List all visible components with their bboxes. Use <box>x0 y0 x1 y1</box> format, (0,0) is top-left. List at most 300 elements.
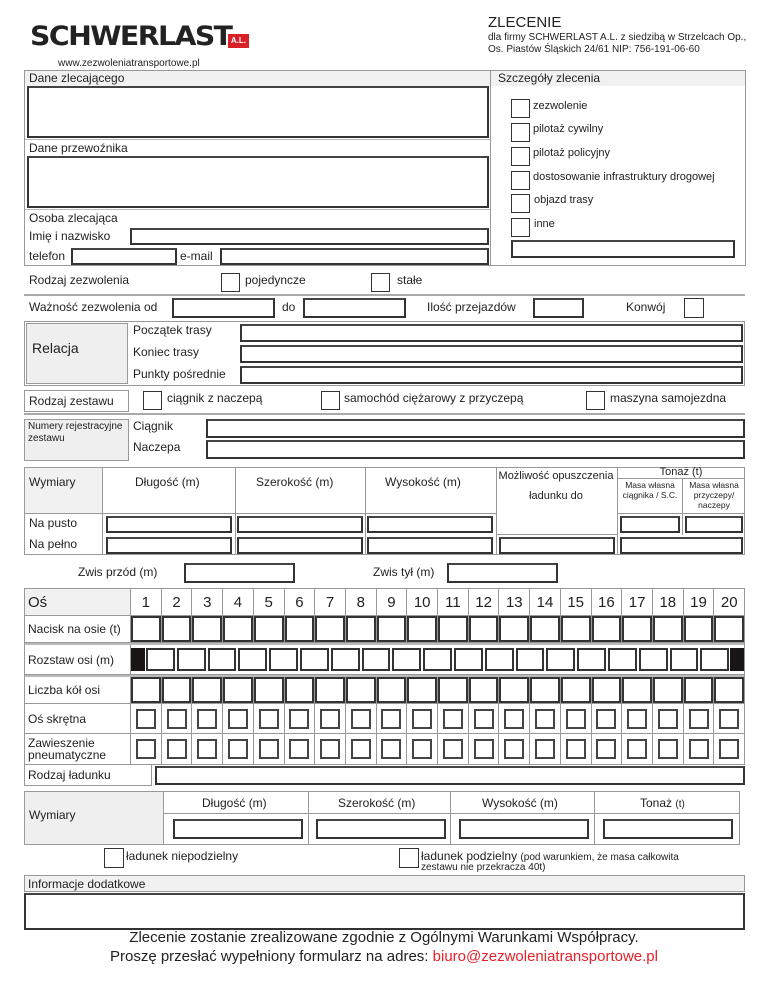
axle-wheels-cell <box>530 677 561 703</box>
axle-spacing-input[interactable] <box>639 648 668 671</box>
carrier-data-label: Dane przewoźnika <box>29 141 128 155</box>
divider <box>25 139 490 140</box>
axle-wheels-cell <box>407 677 438 703</box>
axle-wheels-cell <box>714 677 744 703</box>
convoy-checkbox[interactable] <box>684 298 704 318</box>
full-height-input[interactable] <box>367 537 493 554</box>
full-width-input[interactable] <box>237 537 363 554</box>
axle-wheels-input[interactable] <box>315 677 345 703</box>
steering-axle-cell <box>192 704 223 733</box>
axle-number: 13 <box>499 589 530 615</box>
zezwolenie-checkbox[interactable] <box>511 99 530 118</box>
website-url: www.zezwoleniatransportowe.pl <box>58 58 200 69</box>
registration-label: Numery rejestracyjne zestawu <box>28 421 123 444</box>
axle-spacing-input[interactable] <box>423 648 452 671</box>
cargo-height-input[interactable] <box>459 819 589 839</box>
steering-axle-cell <box>438 704 469 733</box>
steering-axle-cell <box>499 704 530 733</box>
axle-load-input[interactable] <box>622 616 652 642</box>
axle-load-input[interactable] <box>192 616 222 642</box>
air-suspension-cell <box>714 734 744 764</box>
indivisible-cargo-label: ładunek niepodzielny <box>126 849 239 863</box>
cargo-width-input[interactable] <box>316 819 446 839</box>
axle-wheels-cell <box>653 677 684 703</box>
axle-spacing-cell <box>361 648 392 671</box>
axle-spacing-input[interactable] <box>608 648 637 671</box>
air-suspension-checkbox[interactable] <box>719 739 739 759</box>
tractor-trailer-label: ciągnik z naczepą <box>167 391 263 405</box>
air-suspension-checkbox[interactable] <box>197 739 217 759</box>
air-suspension-cell <box>377 734 408 764</box>
axle-wheels-input[interactable] <box>131 677 161 703</box>
air-suspension-checkbox[interactable] <box>504 739 524 759</box>
infrastructure-checkbox[interactable] <box>511 171 530 190</box>
axle-number: 16 <box>592 589 623 615</box>
axle-spacing-input[interactable] <box>300 648 329 671</box>
steering-axle-cell <box>684 704 715 733</box>
empty-label: Na pusto <box>29 516 78 530</box>
email-label: e-mail <box>180 249 213 263</box>
air-suspension-label: Zawieszenie pneumatyczne <box>25 734 131 764</box>
client-data-label: Dane zlecającego <box>29 71 125 85</box>
axle-wheels-input[interactable] <box>285 677 315 703</box>
validity-to-label: do <box>282 300 296 314</box>
phone-input[interactable] <box>71 248 177 265</box>
logo-wordmark: SCHWERLAST <box>30 21 232 52</box>
steering-axle-cell <box>592 704 623 733</box>
air-suspension-checkbox[interactable] <box>320 739 340 759</box>
axle-load-cell <box>684 616 715 642</box>
additional-info-field[interactable] <box>24 893 745 930</box>
air-suspension-checkbox[interactable] <box>351 739 371 759</box>
axle-spacing-cell <box>545 648 576 671</box>
steering-axle-checkbox[interactable] <box>197 709 217 729</box>
tractor-trailer-checkbox[interactable] <box>143 391 162 410</box>
axle-spacing-input[interactable] <box>146 648 175 671</box>
lowering-input[interactable] <box>499 537 615 554</box>
axle-load-input[interactable] <box>530 616 560 642</box>
client-data-field[interactable] <box>27 86 489 138</box>
empty-tractor-mass-input[interactable] <box>620 516 680 533</box>
axle-load-input[interactable] <box>592 616 622 642</box>
axle-load-input[interactable] <box>377 616 407 642</box>
axle-spacing-row <box>25 643 744 675</box>
steering-axle-checkbox[interactable] <box>627 709 647 729</box>
rear-overhang-input[interactable] <box>447 563 558 583</box>
footer-submit-line <box>0 948 768 965</box>
air-suspension-checkbox[interactable] <box>259 739 279 759</box>
axle-number: 11 <box>438 589 469 615</box>
axle-wheels-input[interactable] <box>592 677 622 703</box>
axle-wheels-cell <box>346 677 377 703</box>
rear-overhang-label: Zwis tył (m) <box>373 565 435 579</box>
axle-wheels-input[interactable] <box>653 677 683 703</box>
front-overhang-input[interactable] <box>184 563 295 583</box>
axle-wheels-input[interactable] <box>530 677 560 703</box>
axle-spacing-label: Rozstaw osi (m) <box>25 645 131 674</box>
steering-axle-checkbox[interactable] <box>412 709 432 729</box>
axle-number: 14 <box>530 589 561 615</box>
axle-wheels-cell <box>223 677 254 703</box>
axle-spacing-cell <box>145 648 176 671</box>
air-suspension-checkbox[interactable] <box>596 739 616 759</box>
steering-axle-label: Oś skrętna <box>25 704 131 733</box>
air-suspension-cell <box>653 734 684 764</box>
air-suspension-cell <box>561 734 592 764</box>
self-propelled-checkbox[interactable] <box>586 391 605 410</box>
divisible-cargo-note2: zestawu nie przekracza 40t) <box>421 862 546 873</box>
axle-load-cell <box>285 616 316 642</box>
permit-type-label: Rodzaj zezwolenia <box>29 273 130 287</box>
carrier-data-field[interactable] <box>27 156 489 208</box>
axle-spacing-cell <box>391 648 422 671</box>
dimensions-title: Wymiary <box>29 475 76 489</box>
axle-number-row <box>25 589 744 616</box>
steering-axle-cell <box>653 704 684 733</box>
email-input[interactable] <box>220 248 489 265</box>
trips-label: Ilość przejazdów <box>427 300 516 314</box>
axle-number: 6 <box>285 589 316 615</box>
steering-axle-checkbox[interactable] <box>259 709 279 729</box>
tractor-mass-header: Masa własna ciągnika / S.C. <box>622 480 678 500</box>
divider <box>163 791 164 845</box>
divider <box>25 209 490 210</box>
axle-wheels-input[interactable] <box>561 677 591 703</box>
air-suspension-cell <box>684 734 715 764</box>
steering-axle-checkbox[interactable] <box>535 709 555 729</box>
steering-axle-checkbox[interactable] <box>719 709 739 729</box>
axle-spacing-cell <box>207 648 238 671</box>
cargo-tonnage-input[interactable] <box>603 819 733 839</box>
validity-from-input[interactable] <box>172 298 275 318</box>
air-suspension-cell <box>622 734 653 764</box>
air-suspension-checkbox[interactable] <box>289 739 309 759</box>
trips-input[interactable] <box>533 298 584 318</box>
axle-spacing-cell <box>422 648 453 671</box>
steering-axle-cell <box>377 704 408 733</box>
axle-spacing-input[interactable] <box>546 648 575 671</box>
width-header: Szerokość (m) <box>256 475 334 489</box>
axle-load-input[interactable] <box>407 616 437 642</box>
air-suspension-checkbox[interactable] <box>658 739 678 759</box>
axle-number: 18 <box>653 589 684 615</box>
empty-length-input[interactable] <box>106 516 232 533</box>
permanent-permit-label: stałe <box>397 273 423 287</box>
axle-spacing-cell <box>669 648 700 671</box>
axle-load-input[interactable] <box>653 616 683 642</box>
air-suspension-cell <box>469 734 500 764</box>
police-escort-label: pilotaż policyjny <box>533 147 611 159</box>
steering-axle-cell <box>530 704 561 733</box>
axle-spacing-input[interactable] <box>700 648 729 671</box>
axle-load-input[interactable] <box>223 616 253 642</box>
steering-axle-checkbox[interactable] <box>443 709 463 729</box>
divider <box>594 791 595 845</box>
steering-axle-checkbox[interactable] <box>228 709 248 729</box>
axle-wheels-input[interactable] <box>499 677 529 703</box>
axle-wheels-input[interactable] <box>684 677 714 703</box>
steering-axle-row <box>25 704 744 734</box>
steering-axle-cell <box>223 704 254 733</box>
steering-axle-cell <box>254 704 285 733</box>
axle-wheels-input[interactable] <box>254 677 284 703</box>
empty-height-input[interactable] <box>367 516 493 533</box>
route-survey-checkbox[interactable] <box>511 194 530 213</box>
air-suspension-checkbox[interactable] <box>627 739 647 759</box>
route-waypoints-input[interactable] <box>240 366 743 384</box>
axle-load-cell <box>192 616 223 642</box>
trailer-reg-input[interactable] <box>206 440 745 459</box>
steering-axle-checkbox[interactable] <box>351 709 371 729</box>
other-input[interactable] <box>511 240 735 258</box>
axle-wheels-input[interactable] <box>162 677 192 703</box>
air-suspension-checkbox[interactable] <box>381 739 401 759</box>
axle-spacing-input[interactable] <box>331 648 360 671</box>
axle-spacing-input[interactable] <box>516 648 545 671</box>
divisible-cargo-text: ładunek podzielny <box>421 849 518 863</box>
air-suspension-checkbox[interactable] <box>412 739 432 759</box>
steering-axle-cell <box>469 704 500 733</box>
axle-spacing-cell <box>453 648 484 671</box>
divider <box>102 467 103 555</box>
route-end-input[interactable] <box>240 345 743 363</box>
indivisible-cargo-checkbox[interactable] <box>104 848 124 868</box>
axle-spacing-cell <box>176 648 207 671</box>
axle-wheels-cell <box>499 677 530 703</box>
axle-number: 10 <box>407 589 438 615</box>
single-permit-label: pojedyncze <box>245 273 306 287</box>
axle-spacing-cell <box>699 648 730 671</box>
full-tonnage-input[interactable] <box>620 537 743 554</box>
divisible-cargo-checkbox[interactable] <box>399 848 419 868</box>
axle-wheels-input[interactable] <box>469 677 499 703</box>
civil-escort-checkbox[interactable] <box>511 123 530 142</box>
truck-trailer-checkbox[interactable] <box>321 391 340 410</box>
air-suspension-checkbox[interactable] <box>443 739 463 759</box>
steering-axle-cell <box>407 704 438 733</box>
steering-axle-checkbox[interactable] <box>381 709 401 729</box>
steering-axle-checkbox[interactable] <box>289 709 309 729</box>
axle-wheels-cell <box>254 677 285 703</box>
spacing-end-cap <box>730 648 744 671</box>
air-suspension-cell <box>131 734 162 764</box>
police-escort-checkbox[interactable] <box>511 147 530 166</box>
empty-trailer-mass-input[interactable] <box>685 516 743 533</box>
front-overhang-label: Zwis przód (m) <box>78 565 158 579</box>
truck-trailer-label: samochód ciężarowy z przyczepą <box>344 391 524 405</box>
axle-spacing-input[interactable] <box>362 648 391 671</box>
phone-label: telefon <box>29 249 66 263</box>
axle-load-input[interactable] <box>438 616 468 642</box>
steering-axle-checkbox[interactable] <box>320 709 340 729</box>
axle-wheels-cell <box>162 677 193 703</box>
axle-spacing-input[interactable] <box>670 648 699 671</box>
axle-load-cell <box>407 616 438 642</box>
axle-spacing-input[interactable] <box>177 648 206 671</box>
axle-load-input[interactable] <box>131 616 161 642</box>
divider <box>496 534 617 535</box>
validity-to-input[interactable] <box>303 298 406 318</box>
axle-wheels-cell <box>622 677 653 703</box>
steering-axle-checkbox[interactable] <box>689 709 709 729</box>
other-label: inne <box>534 218 555 230</box>
air-suspension-row <box>25 734 744 764</box>
divider <box>308 791 309 845</box>
cargo-length-header: Długość (m) <box>202 796 267 810</box>
footer-terms: Zlecenie zostanie zrealizowane zgodnie z Ogólnymi Warunkami Współpracy. <box>129 929 639 946</box>
air-suspension-checkbox[interactable] <box>566 739 586 759</box>
company-info-line2: Os. Piastów Śląskich 24/61 NIP: 756-191-06-60 <box>488 44 700 55</box>
axle-load-cells <box>131 616 744 642</box>
axle-wheels-input[interactable] <box>377 677 407 703</box>
steering-axle-checkbox[interactable] <box>596 709 616 729</box>
axle-table <box>24 588 745 765</box>
steering-axle-cell <box>346 704 377 733</box>
steering-axle-checkbox[interactable] <box>136 709 156 729</box>
axle-wheels-cell <box>192 677 223 703</box>
axle-wheels-input[interactable] <box>622 677 652 703</box>
axle-load-input[interactable] <box>684 616 714 642</box>
axle-spacing-input[interactable] <box>392 648 421 671</box>
lowering-header-line1: Możliwość opuszczenia <box>498 470 614 482</box>
axle-load-input[interactable] <box>315 616 345 642</box>
air-suspension-cell <box>530 734 561 764</box>
name-input[interactable] <box>130 228 489 245</box>
axle-number: 12 <box>469 589 500 615</box>
axle-spacing-input[interactable] <box>454 648 483 671</box>
validity-from-label: Ważność zezwolenia od <box>29 300 158 314</box>
empty-width-input[interactable] <box>237 516 363 533</box>
axle-wheels-cell <box>592 677 623 703</box>
length-header: Długość (m) <box>135 475 200 489</box>
route-start-label: Początek trasy <box>133 323 212 337</box>
divider <box>365 467 366 555</box>
air-suspension-cell <box>315 734 346 764</box>
cargo-width-header: Szerokość (m) <box>338 796 416 810</box>
cargo-type-input[interactable] <box>155 766 745 785</box>
divider <box>617 478 745 479</box>
convoy-label: Konwój <box>626 300 666 314</box>
civil-escort-label: pilotaż cywilny <box>533 123 604 135</box>
cargo-length-input[interactable] <box>173 819 303 839</box>
axle-wheels-input[interactable] <box>223 677 253 703</box>
steering-axle-cell <box>315 704 346 733</box>
air-suspension-checkbox[interactable] <box>535 739 555 759</box>
axle-spacing-input[interactable] <box>208 648 237 671</box>
axle-number: 4 <box>223 589 254 615</box>
axle-load-cell <box>714 616 744 642</box>
axle-wheels-input[interactable] <box>346 677 376 703</box>
air-suspension-checkbox[interactable] <box>228 739 248 759</box>
air-suspension-cell <box>499 734 530 764</box>
steering-axle-cell <box>622 704 653 733</box>
footer-email-link[interactable]: biuro@zezwoleniatransportowe.pl <box>432 948 658 965</box>
axle-load-input[interactable] <box>346 616 376 642</box>
cargo-type-label: Rodzaj ładunku <box>28 768 111 782</box>
air-suspension-checkbox[interactable] <box>689 739 709 759</box>
company-info-line1: dla firmy SCHWERLAST A.L. z siedzibą w Strzelcach Op., <box>488 32 747 43</box>
tractor-reg-input[interactable] <box>206 419 745 438</box>
steering-axle-checkbox[interactable] <box>167 709 187 729</box>
axle-wheels-input[interactable] <box>438 677 468 703</box>
tonnage-header: Tonaż (t) <box>659 466 703 478</box>
axle-load-cell <box>561 616 592 642</box>
full-length-input[interactable] <box>106 537 232 554</box>
name-label: Imię i nazwisko <box>29 229 111 243</box>
air-suspension-checkbox[interactable] <box>136 739 156 759</box>
axle-load-input[interactable] <box>162 616 192 642</box>
steering-axle-checkbox[interactable] <box>658 709 678 729</box>
axle-spacing-input[interactable] <box>238 648 267 671</box>
axle-spacing-input[interactable] <box>269 648 298 671</box>
axle-spacing-input[interactable] <box>485 648 514 671</box>
axle-number: 17 <box>622 589 653 615</box>
document-title: ZLECENIE <box>488 14 562 31</box>
air-suspension-checkbox[interactable] <box>167 739 187 759</box>
axle-load-cell <box>254 616 285 642</box>
axle-load-label: Nacisk na osie (t) <box>25 616 131 642</box>
company-logo <box>30 21 249 52</box>
axle-spacing-cell <box>299 648 330 671</box>
axle-load-input[interactable] <box>714 616 744 642</box>
route-waypoints-label: Punkty pośrednie <box>133 367 226 381</box>
air-suspension-cell <box>592 734 623 764</box>
steering-axle-checkbox[interactable] <box>504 709 524 729</box>
axle-wheels-input[interactable] <box>714 677 744 703</box>
axle-number: 7 <box>315 589 346 615</box>
air-suspension-cell <box>438 734 469 764</box>
steering-axle-checkbox[interactable] <box>566 709 586 729</box>
steering-axle-checkbox[interactable] <box>474 709 494 729</box>
cargo-tonnage-text: Tonaż <box>640 796 673 810</box>
axle-load-input[interactable] <box>254 616 284 642</box>
axle-spacing-cell <box>607 648 638 671</box>
full-label: Na pełno <box>29 537 78 551</box>
additional-info-label: Informacje dodatkowe <box>28 877 146 891</box>
steering-axle-cell <box>131 704 162 733</box>
axle-numbers <box>131 589 744 615</box>
axle-wheels-cell <box>315 677 346 703</box>
route-start-input[interactable] <box>240 324 743 342</box>
divisible-cargo-note: (pod warunkiem, że masa całkowita <box>520 852 679 863</box>
axle-wheels-cell <box>684 677 715 703</box>
axle-load-input[interactable] <box>499 616 529 642</box>
axle-spacing-input[interactable] <box>577 648 606 671</box>
steering-axle-cells <box>131 704 744 733</box>
air-suspension-checkbox[interactable] <box>474 739 494 759</box>
axle-load-cell <box>377 616 408 642</box>
axle-load-input[interactable] <box>561 616 591 642</box>
axle-load-input[interactable] <box>285 616 315 642</box>
axle-wheels-label: Liczba kół osi <box>25 677 131 703</box>
cargo-tonnage-unit: (t) <box>675 799 685 810</box>
axle-spacing-cell <box>484 648 515 671</box>
axle-wheels-input[interactable] <box>192 677 222 703</box>
axle-wheels-input[interactable] <box>407 677 437 703</box>
single-permit-checkbox[interactable] <box>221 273 240 292</box>
axle-wheels-cells <box>131 677 744 703</box>
axle-load-cell <box>131 616 162 642</box>
other-checkbox[interactable] <box>511 218 530 237</box>
lowering-header-line2: ładunku do <box>529 490 583 502</box>
axle-spacing-cell <box>638 648 669 671</box>
axle-wheels-cell <box>285 677 316 703</box>
axle-wheels-cell <box>561 677 592 703</box>
air-suspension-cell <box>192 734 223 764</box>
permanent-permit-checkbox[interactable] <box>371 273 390 292</box>
axle-load-input[interactable] <box>469 616 499 642</box>
air-suspension-cells <box>131 734 744 764</box>
